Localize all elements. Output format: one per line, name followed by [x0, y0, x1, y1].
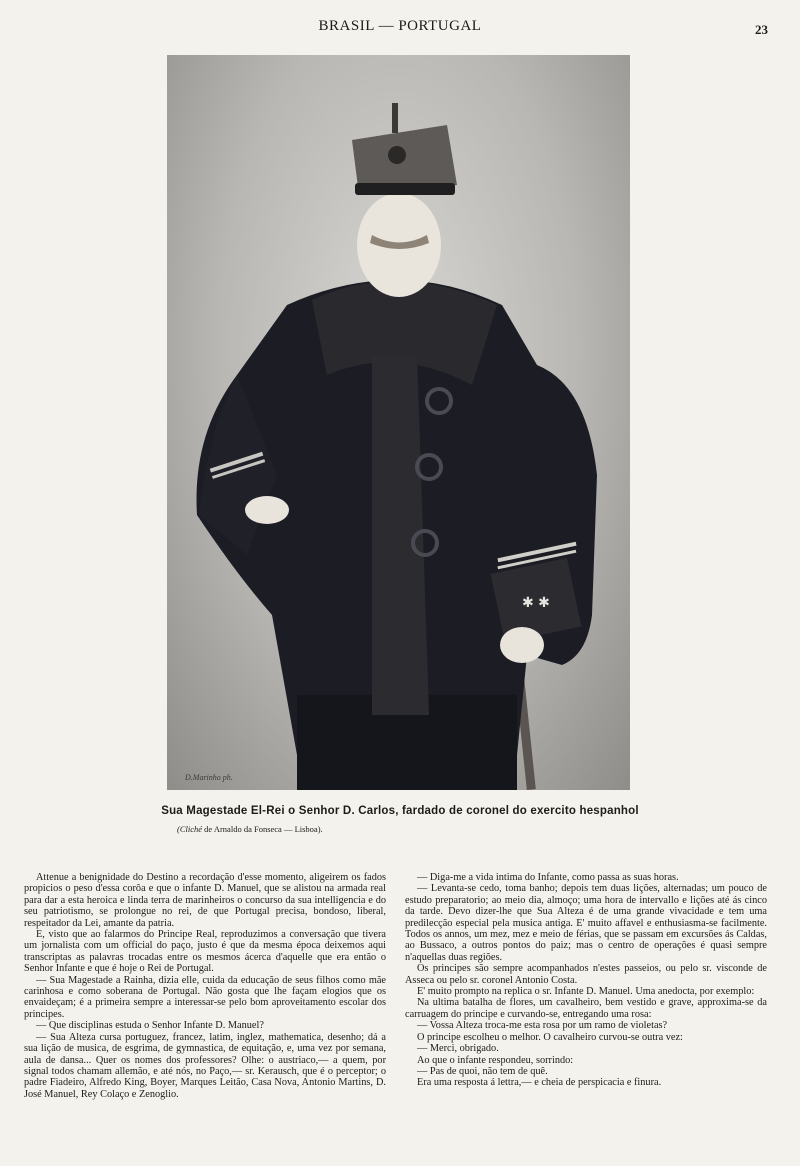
- photo-caption: Sua Magestade El-Rei o Senhor D. Carlos, fardado de coronel do exercito hespanhol: [161, 805, 639, 817]
- article-paragraph: Era uma resposta á lettra,— e cheia de perspicacia e finura.: [417, 1077, 662, 1089]
- article-paragraph: — Sua Alteza cursa portuguez, francez, latim, inglez, mathematica, desenho; dá a sua lição de musica, de esgrima, de gymnastica, de equitação, e, uma vez por semana, aula de dansa... Quer os nomes dos professores? Olhe: o austriaco,— a quem, por signal todos chamam allemão, e até nós, no Paço,— sr. Kerausch, que é o perceptor; o padre Fiadeiro, Alfredo King, Boyer, Marques Leitão, Casa Nova, Antonio Martins, D. José Manuel, Rey Colaço e Zenoglio.: [24, 1031, 386, 1100]
- portrait-photograph: [167, 55, 630, 790]
- page-header-title: BRASIL — PORTUGAL: [318, 18, 482, 34]
- article-paragraph: Attenue a benignidade do Destino a recordação d'esse momento, aligeirem os fados propicios o peso d'essa corôa e que o infante D. Manuel, que se alistou na armada real para dar a esta heroica e linda terra de marinheiros o concurso da sua intelligencia e do seu patriotismo, se prolongue no rei, de que Portugal precisa, bondoso, liberal, respeitador da Lei, amante da patria.: [24, 872, 386, 929]
- photographer-signature: D.Marinho ph.: [185, 773, 233, 782]
- article-paragraph: — Vossa Alteza troca-me esta rosa por um ramo de violetas?: [417, 1020, 668, 1032]
- photo-credit-prefix: (Cliché: [177, 824, 203, 834]
- article-paragraph: — Sua Magestade a Rainha, dizia elle, cuida da educação de seus filhos como mãe carinhosa e como soberana de Portugal. Não gosta que lhe façam elogios que os envaideçam; é a primeira sempre a interessar-se pelo bom aproveitamento escolar dos principes.: [24, 974, 386, 1020]
- article-paragraph: — Diga-me a vida intima do Infante, como passa as suas horas.: [417, 872, 679, 883]
- article-paragraph: Na ultima batalha de flores, um cavalheiro, bem vestido e grave, approxima-se da carruagem do principe e curvando-se, entregando uma rosa:: [405, 997, 767, 1020]
- article-paragraph: E' muito prompto na replica o sr. Infante D. Manuel. Uma anedocta, por exemplo:: [417, 986, 755, 998]
- article-paragraph: — Pas de quoi, não tem de quê.: [417, 1065, 548, 1077]
- photo-credit-rest: de Arnaldo da Fonseca — Lisboa).: [202, 824, 323, 834]
- svg-text:✱ ✱: ✱ ✱: [522, 595, 550, 611]
- page-number: 23: [755, 22, 768, 37]
- portrait-illustration: [167, 55, 630, 790]
- article-paragraph: — Merci, obrigado.: [417, 1043, 499, 1055]
- article-paragraph: — Levanta-se cedo, toma banho; depois tem duas lições, alternadas; um pouco de estudo preparatorio; ao meio dia, almoço; uma hora de intervallo e lições até ás cinco da tarde. Devo dizer-lhe que Sua Alteza é de uma grande vivacidade e tem uma predilecção especial pela musica antiga. E' muito affavel e enthusiasma-se facilmente. Todos os annos, um mez, mez e meio de férias, que se passam em excursões ás Caldas, ao Bussaco, a outros pontos do paiz; mas o centro de operações é quasi sempre n'aquellas duas regiões.: [405, 883, 767, 963]
- article-paragraph: Ao que o infante respondeu, sorrindo:: [417, 1054, 574, 1066]
- article-paragraph: E, visto que ao falarmos do Principe Real, reproduzimos a conversação que tivera um jornalista com um official do paço, justo é que da mesma época deixemos aqui transcriptas as palavras trocadas entre os mesmos ácerca d'aquelle que era então o Senhor Infante e que é hoje o Rei de Portugal.: [24, 929, 386, 975]
- article-paragraph: Os principes são sempre acompanhados n'estes passeios, ou pelo sr. visconde de Asseca ou pelo sr. coronel Antonio Costa.: [405, 963, 767, 986]
- photo-credit: [177, 824, 323, 834]
- article-paragraph: — Que disciplinas estuda o Senhor Infante D. Manuel?: [36, 1020, 264, 1032]
- article-paragraph: O principe escolheu o melhor. O cavalheiro curvou-se outra vez:: [417, 1031, 683, 1043]
- article-right-column: [405, 872, 767, 1089]
- article-left-column: [24, 872, 386, 1100]
